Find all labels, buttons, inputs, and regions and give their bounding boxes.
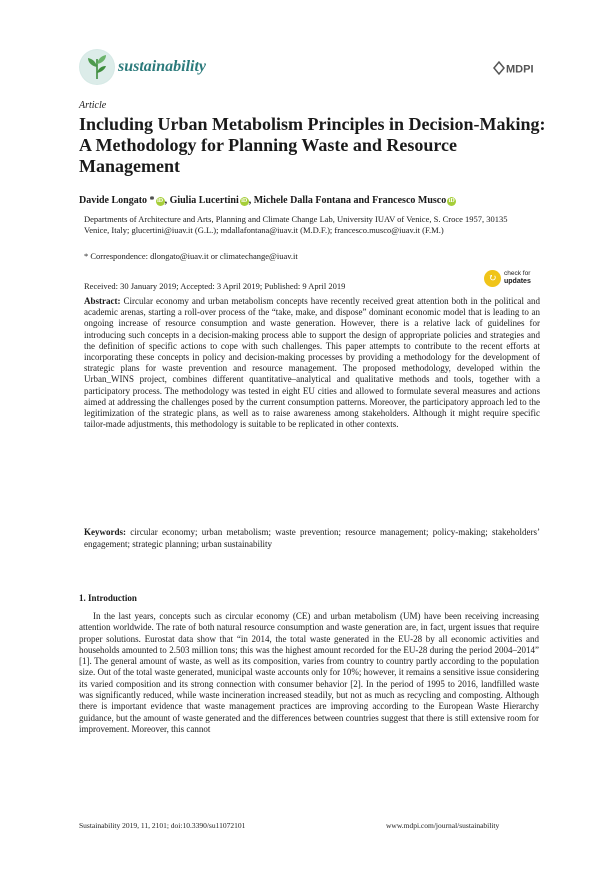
check-updates-line1: check for	[504, 270, 531, 277]
article-type: Article	[79, 100, 107, 111]
publication-dates: Received: 30 January 2019; Accepted: 3 April 2019; Published: 9 April 2019	[84, 281, 346, 291]
abstract-text: Circular economy and urban metabolism concepts have recently received great attention both in the political and academic arenas, starting a roll-over process of the “take, make, and dispose” dominant economic model that is leading to an ongoing increase of resource consumption and waste generation. However, there is a relative lack of guidelines for introducing such concepts in a decision-making process able to support the design of appropriate policies and strategies and the definition of specific actions to cope with such challenges. This paper attempts to contribute to the recent efforts at incorporating these concepts in policy and decision-making processes by providing a methodology for the development of strategic plans for waste prevention and resource management. The proposed methodology, developed within the Urban_WINS project, combines different quantitative–analytical and qualitative methods and tools, together with a participatory process. The methodology was tested in eight EU cities and allowed to formulate several measures and actions aimed at addressing the challenges posed by the current consumption patterns. Moreover, the participatory approach led to the legitimization of the strategic plans, as well as to raise awareness among stakeholders. Although it might require specific tailor-made adjustments, this methodology is suitable to be replicated in other contexts.	[84, 296, 540, 430]
affiliation: Departments of Architecture and Arts, Planning and Climate Change Lab, University IUAV of Venice, S. Croce 1957, 30135 Venice, Italy; glucertini@iuav.it (G.L.); mdallafontana@iuav.it (M.D.F.); francesco.musco@iuav.it (F.M.)	[84, 214, 508, 235]
footer-citation: Sustainability 2019, 11, 2101; doi:10.3390/su11072101	[79, 821, 246, 830]
abstract-label: Abstract:	[84, 296, 121, 306]
keywords-text: circular economy; urban metabolism; waste prevention; resource management; policy-making; stakeholders’ engagement; strategic planning; urban sustainability	[84, 527, 540, 549]
intro-paragraph: In the last years, concepts such as circular economy (CE) and urban metabolism (UM) have been receiving increasing attention worldwide. The rate of both natural resource consumption and waste generation are, in fact, urgent issues that require proper solutions. Eurostat data show that “in 2014, the total waste generated in the EU-28 by all economic activities and households amounted to 2.503 million tons; this was the highest amount recorded for the EU-28 during the period 2004–2014” [1]. The general amount of waste, as well as its composition, varies from country to country partly according to the population size. Out of the total waste generated, municipal waste accounts only for 10%; however, it remains a sensitive issue considering its varied composition and its strong connection with consumer behavior [2]. In the period of 1995 to 2016, landfilled waste was significantly reduced, while waste incineration increased steadily, but not as much as recycling and composting. Although there is important evidence that waste management practices are improving according to the European Waste Hierarchy guidance, but the amount of waste generated and the differences between countries suggest that there is still extensive room for improvement. Moreover, this cannot	[79, 611, 540, 734]
orcid-icon[interactable]: iD	[241, 198, 248, 204]
author-longato[interactable]: Davide Longato *	[79, 195, 155, 206]
publisher-name: MDPI	[506, 63, 534, 76]
author-dallafontana-musco[interactable]: , Michele Dalla Fontana and Francesco Musco	[248, 195, 447, 206]
journal-name: sustainability	[118, 58, 207, 75]
article-title: Including Urban Metabolism Principles in Decision-Making: A Methodology for Planning Waste and Resource Management	[79, 114, 546, 176]
orcid-icon[interactable]: iD	[448, 198, 455, 204]
author-list	[79, 195, 549, 206]
abstract	[84, 296, 540, 430]
check-for-updates-badge[interactable]	[484, 269, 544, 289]
orcid-icon[interactable]: iD	[157, 198, 164, 204]
check-updates-icon: ↻	[484, 270, 501, 287]
keywords-label: Keywords:	[84, 527, 126, 537]
keywords	[84, 527, 540, 550]
footer-journal-url[interactable]: www.mdpi.com/journal/sustainability	[386, 821, 500, 830]
check-updates-line2: updates	[504, 278, 531, 285]
author-lucertini[interactable]: , Giulia Lucertini	[164, 195, 239, 206]
correspondence: * Correspondence: dlongato@iuav.it or climatechange@iuav.it	[84, 251, 298, 261]
journal-logo-icon	[79, 49, 115, 85]
section-heading: 1. Introduction	[79, 593, 137, 603]
mdpi-logo	[492, 59, 538, 77]
